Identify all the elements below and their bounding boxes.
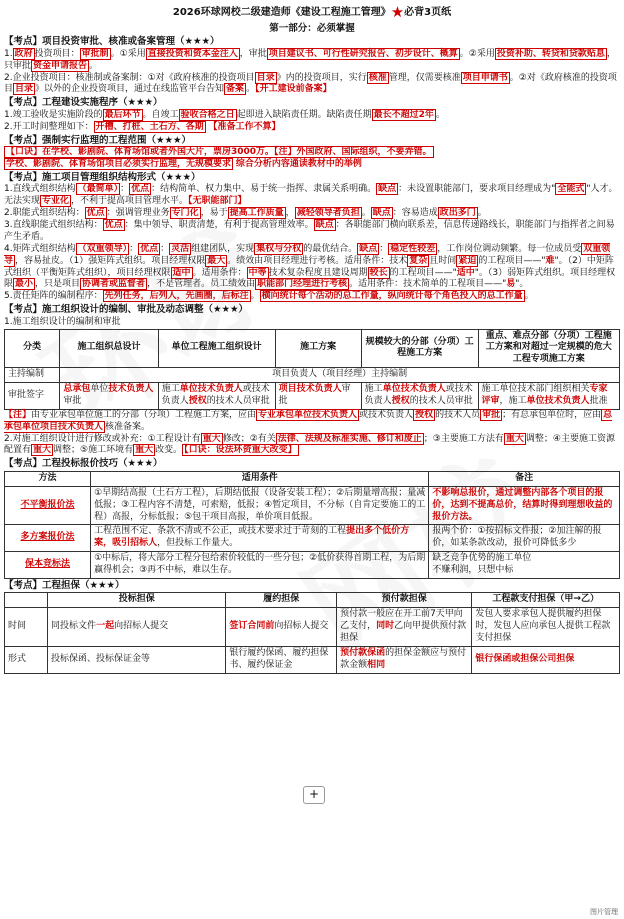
highlight-text: 项目建议书、可行性研究报告、初步设计、概算 <box>268 48 458 59</box>
table-row <box>5 525 620 552</box>
table-cell <box>429 486 620 525</box>
paragraph <box>4 159 620 171</box>
text-run: 。②采用 <box>459 48 495 59</box>
text-run: ：未设置职能部门，要求项目经理成为" <box>398 184 556 195</box>
paragraph <box>4 73 620 97</box>
text-run: 4.矩阵式组织结构 <box>4 243 76 254</box>
highlight-text: 优点 <box>104 220 123 231</box>
text-run: 。①采用 <box>110 48 146 59</box>
paragraph <box>4 220 620 244</box>
method-name: 保本竞标法 <box>25 559 71 570</box>
table-cell: ①中标后，将大部分工程分包给索价较低的一些分包；②低价获得首期工程，为后期赢得机会；③再不中标，难以生存。 <box>91 552 429 579</box>
text-run: 3.直线职能式组织结构： <box>4 220 103 231</box>
text-run: 。 <box>89 60 99 71</box>
highlight-text: 预付款保函 <box>340 647 386 658</box>
table-row <box>5 471 620 486</box>
table-header: 分类 <box>5 329 60 368</box>
footer-label: 图片管理 <box>590 907 618 916</box>
highlight-text: 较长 <box>369 267 388 278</box>
text-run: 。适用条件： <box>192 267 247 278</box>
highlight-text: 法律、法规及标准实施、修订和废止 <box>277 433 422 444</box>
highlight-text: 适中 <box>456 267 475 278</box>
table-cell <box>472 646 620 673</box>
text-run: ： <box>129 243 139 254</box>
table-row <box>5 486 620 525</box>
text-run: 的最优结合。 <box>303 243 358 254</box>
highlight-text: 【注】 <box>4 409 32 420</box>
highlight-text: 横向统计每个活动的总工作量，纵向统计每个角色投入的总工作量 <box>261 291 523 302</box>
table-header: 工程款支付担保（甲→乙） <box>472 593 620 608</box>
highlight-text: 审批 <box>482 409 501 420</box>
text-run: 5.责任矩阵的编制程序： <box>4 291 103 302</box>
paragraph <box>4 110 620 122</box>
highlight-text: 职能部门经理进行考核 <box>257 279 348 290</box>
highlight-text: 中等 <box>248 267 267 278</box>
highlight-text: 专门化 <box>171 208 199 219</box>
text-run: 。 <box>435 109 445 120</box>
text-run: 管理，仅需要核准 <box>388 72 461 83</box>
text-run: "。（3）弱矩阵式组织。项目经理权限 <box>4 267 616 290</box>
table-header: 施工组织总设计 <box>60 329 158 368</box>
table-cell: 审批签字 <box>5 383 60 410</box>
highlight-text: 政出多门 <box>439 208 476 219</box>
table-row <box>5 593 620 608</box>
text-run: 。 <box>361 208 371 219</box>
paragraph <box>4 122 620 134</box>
highlight-text: 政府 <box>14 48 33 59</box>
text-run: "。（2）中矩阵式组织（平衡矩阵式组织），项目经理权限 <box>4 255 614 278</box>
highlight-text: 验收合格之日 <box>180 109 235 120</box>
text-run: 核准备案。 <box>105 421 151 432</box>
text-run: ，只是项目 <box>35 279 81 290</box>
table-cell <box>337 646 472 673</box>
table-header: 预付款担保 <box>337 593 472 608</box>
text-run: 向招标人提交 <box>274 621 329 632</box>
paragraph <box>4 291 620 303</box>
table-header: 施工方案 <box>275 329 361 368</box>
highlight-text: 专业化 <box>42 196 70 207</box>
text-run: ，容易扯皮。（1）强矩阵式组织。项目经理权限 <box>15 255 206 266</box>
highlight-text: （双重领导） <box>77 243 128 254</box>
bidding-table <box>4 471 620 579</box>
text-run: ： <box>379 243 389 254</box>
highlight-text: 目录 <box>15 84 34 95</box>
text-run: 的技术人员 <box>435 409 481 420</box>
text-run: 。 <box>524 291 534 302</box>
highlight-text: 难 <box>545 255 555 266</box>
highlight-text: 重大 <box>505 433 524 444</box>
text-run: ，不是管理者。员工绩效由 <box>147 279 256 290</box>
text-run: 1.竣工验收是实施阶段的 <box>4 109 103 120</box>
table-header: 备注 <box>429 471 620 486</box>
table-cell <box>226 646 337 673</box>
highlight-text: 集权与分权 <box>256 243 302 254</box>
paragraph <box>4 244 620 292</box>
highlight-text: 全能式 <box>557 184 585 195</box>
text-run: ： <box>160 243 170 254</box>
table-cell <box>361 383 478 410</box>
text-run: 1. <box>4 48 13 59</box>
text-run: ，不利于提高项目管理水平。 <box>71 196 189 207</box>
text-run: ： <box>120 184 130 195</box>
highlight-text: 先列任务，后列人，先画圈，后标注 <box>104 291 249 302</box>
highlight-text: 适中 <box>172 267 191 278</box>
highlight-text: 总承包单位项目技术负责人 <box>4 409 613 432</box>
text-run: 》内的投资项目，实行 <box>276 72 367 83</box>
highlight-text: 缺点 <box>359 243 378 254</box>
highlight-text: 专业承包单位技术负责人 <box>258 409 358 420</box>
highlight-text: 审批制 <box>81 48 109 59</box>
table-cell <box>478 383 619 410</box>
table-header: 投标担保 <box>48 593 226 608</box>
text-run: 或技术负责人 <box>359 409 414 420</box>
text-run: 或技术负责人 <box>364 384 473 406</box>
highlight-text: 投资补助、转贷和贷款贴息 <box>496 48 605 59</box>
highlight-text: 最小 <box>15 279 34 290</box>
paragraph: 1.施工组织设计的编制和审批 <box>4 316 121 327</box>
text-run: ：强调管理业务 <box>106 208 170 219</box>
highlight-text: 资金申请报告 <box>33 60 88 71</box>
text-run: 1.直线式组织结构 <box>4 184 76 195</box>
text-run: 报两个价：①按招标文件报；②加注解的报价，如某条款改动，报价可降低多少 <box>432 526 602 549</box>
text-run: 施工单位技术部门组织相关 <box>481 384 590 395</box>
highlight-text: 缺点 <box>378 184 397 195</box>
highlight-text: 优点 <box>86 208 105 219</box>
table-header: 单位工程施工组织设计 <box>158 329 275 368</box>
text-run: 施工 <box>161 384 180 395</box>
table-header: 重点、难点分部（分项）工程施工方案和对超过一定规模的危大工程专项施工方案 <box>478 329 619 368</box>
text-run: 起即进入缺陷责任期。缺陷责任期 <box>236 109 372 120</box>
table-cell <box>275 383 361 410</box>
text-run: 调整；⑤施工环境有 <box>53 445 134 456</box>
text-run: ，易于 <box>200 208 228 219</box>
highlight-text: 单位技术负责人 <box>382 384 446 395</box>
text-run: 。 <box>477 208 487 219</box>
highlight-text: 优点 <box>140 243 159 254</box>
text-run: ，工作岗位调动频繁。每一位成员受 <box>437 243 582 254</box>
highlight-text: 同时 <box>376 621 395 632</box>
text-run: 2.开工时间整理如下： <box>4 121 94 132</box>
table-cell: 主持编制 <box>5 368 60 383</box>
table-row <box>5 608 620 647</box>
highlight-text: 单位技术负责人 <box>179 384 243 395</box>
highlight-text: 减轻领导者负担 <box>296 208 360 219</box>
text-run: "人才。无法实现 <box>4 184 618 207</box>
highlight-text: 授权 <box>415 409 434 420</box>
table-row <box>5 646 620 673</box>
text-run: 。绩效由项目经理进行考核。适用条件：技术 <box>227 255 408 266</box>
paragraph <box>4 410 620 434</box>
highlight-text: 紧迫 <box>458 255 477 266</box>
table-cell <box>48 646 226 673</box>
text-run: ；③主要施工方法有 <box>423 433 504 444</box>
text-run: 发包人要求承包人提供履约担保时，发包人应向承包人提供工程款支付担保 <box>475 609 611 644</box>
page-title: 2026环球网校二级建造师《建设工程施工管理》★必背3页纸 <box>172 3 452 21</box>
table-header: 规模较大的分部（分项）工程施工方案 <box>361 329 478 368</box>
text-run: ，审批 <box>239 48 267 59</box>
text-run: 投标保函、投标保证金等 <box>51 653 151 664</box>
table-header: 方法 <box>5 471 91 486</box>
highlight-text: 重大 <box>135 445 154 456</box>
table-row <box>5 329 620 368</box>
table-row <box>5 383 620 410</box>
highlight-text: 优点 <box>131 184 150 195</box>
text-run: 的担保金额应与预付款金额 <box>340 647 467 670</box>
paragraph <box>4 184 620 208</box>
paragraph <box>4 49 620 73</box>
highlight-text: 灵活 <box>171 243 190 254</box>
section-heading: 【考点】施工项目管理组织结构形式（★★★） <box>4 171 201 183</box>
highlight-text: 协调者或监督者 <box>82 279 146 290</box>
highlight-text: 项目技术负责人 <box>278 384 342 395</box>
text-run: 银行履约保函、履约担保书、履约保证金 <box>229 647 329 670</box>
section-heading: 【考点】工程担保（★★★） <box>4 579 125 591</box>
text-run: 。②对《政府核准的投资项目 <box>4 72 617 95</box>
text-run: 2.企业投资项目：核准制或备案制：①对《政府核准的投资项目 <box>4 72 255 83</box>
part-heading: 第一部分：必须掌握 <box>269 22 355 34</box>
text-run: 施工 <box>364 384 383 395</box>
text-run: 的工程项目——" <box>478 255 546 266</box>
text-run: 审批 <box>63 395 82 406</box>
method-name: 不平衡报价法 <box>20 499 75 510</box>
highlight-text: 专家评审 <box>481 384 608 406</box>
text-run: 的工程项目——" <box>389 267 457 278</box>
highlight-text: 复杂 <box>409 255 428 266</box>
text-run: "。 <box>515 279 529 290</box>
table-cell: 项目负责人（项目经理）主持编制 <box>60 368 620 383</box>
highlight-text: 技术负责人 <box>108 384 154 395</box>
highlight-text: 缺点 <box>372 208 391 219</box>
text-run: 2.对施工组织设计进行修改或补充：①工程设计有 <box>4 433 201 444</box>
table-cell: 形式 <box>5 646 48 673</box>
highlight-text: 【准备工作不算】 <box>208 121 281 132</box>
highlight-text: 易 <box>506 279 516 290</box>
table-cell: ①早期结高报（土石方工程），后期结低报（设备安装工程）；②后期量增高报；量减低报；③工程内容不清楚，可索赔，低报；④暂定项目，不分标（自肯定要施工的工程）高报，分标低报；⑤包干项目高报，单价项目低报。 <box>91 486 429 525</box>
text-run: 预付款一般应在开工前7天甲向乙支付， <box>340 609 463 632</box>
table-cell <box>60 383 158 410</box>
highlight-text: 最大 <box>207 255 226 266</box>
table-cell <box>337 608 472 647</box>
section-heading: 【考点】工程建设实施程序（★★★） <box>4 97 163 109</box>
text-run: 同投标文件 <box>51 621 97 632</box>
highlight-text: 综合分析内容通读教材中的举例 <box>235 159 362 170</box>
table-cell <box>226 608 337 647</box>
text-run: 》以外的企业投资项目，通过在线监管平台告知 <box>35 84 225 95</box>
highlight-text: 项目申请书 <box>462 72 508 83</box>
method-name: 多方案报价法 <box>20 532 75 543</box>
guarantee-table <box>4 592 620 673</box>
highlight-text: （最简单） <box>77 184 119 195</box>
table-cell: 时间 <box>5 608 48 647</box>
table-row <box>5 552 620 579</box>
text-run: ：集中领导、职责清楚，有利于提高管理效率。 <box>124 220 314 231</box>
text-run: ， <box>285 208 295 219</box>
highlight-text: 开槽、打桩、土石方、各期 <box>95 121 204 132</box>
text-run: 的技术人员审批 <box>206 395 270 406</box>
highlight-text: 授权 <box>391 395 410 406</box>
table-header: 履约担保 <box>226 593 337 608</box>
text-run: 的技术人员审批 <box>409 395 473 406</box>
text-run: 或技术负责人 <box>161 384 270 406</box>
text-run: ；有总承包单位时，应由 <box>502 409 602 420</box>
org-design-table <box>4 329 620 410</box>
highlight-text: 单位技术负责人 <box>526 395 590 406</box>
text-run: 调整；④主要施工资源配置有 <box>4 433 615 456</box>
table-cell <box>158 383 275 410</box>
section-heading: 【考点】项目投资审批、核准或备案管理（★★★） <box>4 36 220 48</box>
highlight-text: 不影响总报价，通过调整内部各个项目的报价，达到不提高总价，结算时得到理想收益的报价方法。 <box>432 487 613 522</box>
highlight-text: 重大 <box>202 433 221 444</box>
text-run: 乙向甲提供预付款担保 <box>340 621 467 644</box>
highlight-text: 缺点 <box>315 220 334 231</box>
table-cell <box>48 608 226 647</box>
star-icon: ★ <box>390 3 405 21</box>
text-run: 。自竣工 <box>142 109 179 120</box>
highlight-text: 【开工建设前备案】 <box>255 84 332 95</box>
add-button[interactable]: + <box>303 786 325 804</box>
highlight-text: 总承包 <box>63 384 91 395</box>
highlight-text: 【口诀：设法环资重大改变】 <box>184 445 297 456</box>
section-heading: 【考点】施工组织设计的编制、审批及动态调整（★★★） <box>4 304 249 316</box>
paragraph <box>4 434 620 458</box>
highlight-text: 授权 <box>188 395 207 406</box>
highlight-text: 银行保函或担保公司担保 <box>475 653 575 664</box>
highlight-text: 签订合同前 <box>229 621 275 632</box>
text-run: 。 <box>250 291 260 302</box>
table-cell <box>472 608 620 647</box>
highlight-text: 核准 <box>368 72 387 83</box>
text-run: 向招标人提交 <box>114 621 169 632</box>
text-run: 修改；②有关 <box>222 433 276 444</box>
text-run: ：容易造成 <box>392 208 438 219</box>
text-run: 。适用条件：技术简单的工程项目——" <box>349 279 507 290</box>
text-run: 技术复杂程度且建设周期 <box>268 267 368 278</box>
highlight-text: 直接投资和资本金注入 <box>147 48 238 59</box>
highlight-text: 相同 <box>367 659 386 670</box>
highlight-text: 【口诀】在学校、影剧院、体育场馆或者外国大片，票房3000万。【注】外国政府、国际组织，不要弄错。 <box>6 147 432 158</box>
text-run: 投资项目： <box>34 48 80 59</box>
text-run: 组建团队，实现 <box>191 243 255 254</box>
highlight-text: 目录 <box>256 72 275 83</box>
text-run: ，只审批 <box>4 48 616 71</box>
text-run: 批准 <box>589 395 608 406</box>
text-run: 单位 <box>90 384 109 395</box>
table-header: 适用条件 <box>91 471 429 486</box>
text-run: ：结构简单、权力集中、易于统一指挥、隶属关系明确。 <box>151 184 377 195</box>
highlight-text: 双重领导 <box>4 243 611 266</box>
table-cell: 缺乏竞争优势的施工单位 不赚利润，只想中标 <box>429 552 620 579</box>
highlight-text: 提高工作质量 <box>229 208 284 219</box>
table-cell: 工程范围不定、条款不清或不公正，或技术要求过于苛刻的工程提出多个低价方案，吸引招标人，但投标工作量大。 <box>91 525 429 552</box>
paragraph <box>4 208 620 220</box>
section-heading: 【考点】强制实行监理的工程范围（★★★） <box>4 134 192 146</box>
text-run: 改变。 <box>155 445 183 456</box>
highlight-text: 稳定性较差 <box>390 243 436 254</box>
table-header <box>5 593 48 608</box>
text-run: ，施工 <box>499 395 527 406</box>
table-row <box>5 368 620 383</box>
highlight-text: 最后环节 <box>104 109 141 120</box>
highlight-text: 重大 <box>33 445 52 456</box>
highlight-text: 最长不超过2年 <box>373 109 434 120</box>
text-run: ：各职能部门横向联系差，信息传递路线长，职能部门与指挥者之间易产生矛盾。 <box>4 220 615 242</box>
text-run: 。 <box>246 84 256 95</box>
highlight-text: 备案 <box>226 84 245 95</box>
highlight-text: 学校、影剧院、体育场馆项目必须实行监理，无规模要求 <box>6 159 232 170</box>
text-run: 审批 <box>278 384 351 406</box>
text-run: 由专业承包单位施工的分部（分项）工程施工方案，应由 <box>31 409 257 420</box>
highlight-text: 一起 <box>96 621 115 632</box>
text-run: 2.职能式组织结构： <box>4 208 85 219</box>
table-cell <box>429 525 620 552</box>
text-run: 且时间 <box>429 255 457 266</box>
section-heading: 【考点】工程投标报价技巧（★★★） <box>4 458 163 470</box>
highlight-text: 【无职能部门】 <box>188 196 247 207</box>
